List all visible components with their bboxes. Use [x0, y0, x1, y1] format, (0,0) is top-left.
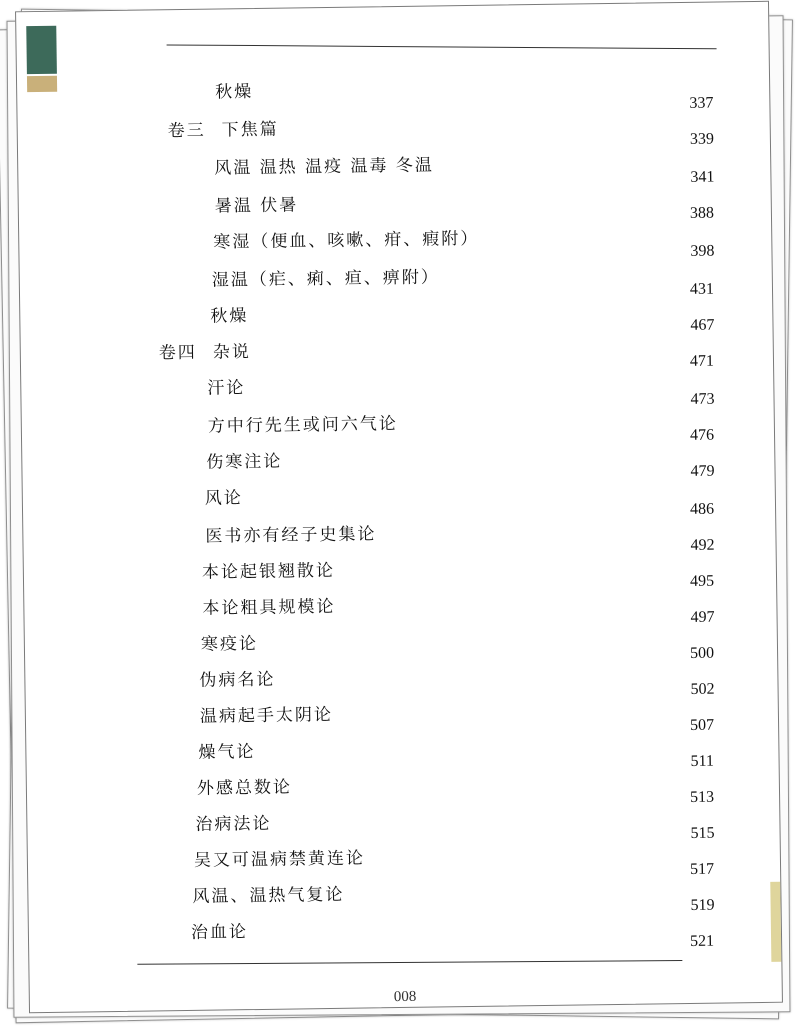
toc-page-number: 502 [690, 680, 715, 698]
toc-page-number: 398 [690, 242, 715, 260]
toc-entry: 秋燥 [215, 81, 254, 103]
toc-page-number: 479 [690, 462, 715, 480]
toc-page-number: 492 [690, 536, 715, 554]
toc-entry: 风温、温热气复论 [192, 884, 345, 907]
toc-page-number: 517 [689, 860, 715, 878]
toc-entry: 汗论 [207, 378, 246, 399]
toc-page-number: 467 [690, 316, 715, 334]
toc-entry: 秋燥 [210, 306, 249, 327]
toc-entry: 燥气论 [198, 742, 256, 763]
toc-page-number: 476 [689, 426, 715, 444]
toc-entry: 治血论 [190, 922, 249, 943]
toc-entry: 湿温（疟、痢、疸、痹附） [211, 267, 440, 291]
toc-entry: 外感总数论 [196, 777, 293, 799]
toc-entry: 本论起银翘散论 [201, 560, 336, 583]
toc-page-number: 337 [689, 94, 714, 112]
book-spine-edge [26, 26, 57, 74]
toc-entry: 温病起手太阴论 [199, 704, 334, 727]
toc-entry: 吴又可温病禁黄连论 [193, 848, 366, 871]
toc-page-number: 431 [689, 280, 715, 298]
toc-entry: 风论 [204, 488, 244, 509]
toc-entry: 本论粗具规模论 [202, 596, 336, 619]
toc-entry: 方中行先生或问六气论 [207, 414, 398, 437]
toc-entry: 寒湿（便血、咳嗽、疳、瘕附） [213, 228, 480, 253]
toc-page-number: 507 [689, 716, 715, 734]
toc-entry: 风温 温热 温疫 温毒 冬温 [214, 155, 434, 179]
toc-page-number: 515 [690, 824, 715, 842]
toc-page-number: 495 [689, 572, 715, 590]
book-spine-band [27, 76, 57, 92]
toc-entry: 医书亦有经子史集论 [205, 524, 377, 547]
toc-page [15, 1, 783, 1013]
page-edge-strip [770, 882, 781, 962]
toc-entry: 治病法论 [195, 813, 272, 835]
bottom-rule [137, 960, 682, 965]
toc-volume-heading: 卷三 下焦篇 [167, 119, 279, 142]
footer-page-number: 008 [393, 988, 417, 1006]
toc-page-number: 521 [689, 932, 715, 950]
toc-volume-heading: 卷四 杂说 [158, 342, 251, 364]
top-rule [167, 44, 717, 49]
toc-page-number: 513 [689, 788, 715, 806]
toc-entry: 伪病名论 [199, 669, 276, 691]
toc-entry: 寒疫论 [200, 633, 259, 655]
toc-page-number: 497 [690, 608, 715, 626]
toc-page-number: 511 [690, 752, 715, 770]
toc-page-number: 500 [689, 644, 715, 662]
toc-page-number: 519 [690, 896, 715, 914]
toc-page-number: 388 [689, 204, 715, 222]
toc-page-number: 341 [690, 168, 715, 186]
toc-entry: 暑温 伏暑 [214, 195, 299, 217]
toc-page-number: 471 [689, 352, 715, 370]
toc-page-number: 473 [690, 390, 715, 408]
toc-page-number: 486 [689, 500, 715, 518]
toc-entry: 伤寒注论 [206, 451, 283, 473]
toc-page-number: 339 [689, 130, 715, 148]
